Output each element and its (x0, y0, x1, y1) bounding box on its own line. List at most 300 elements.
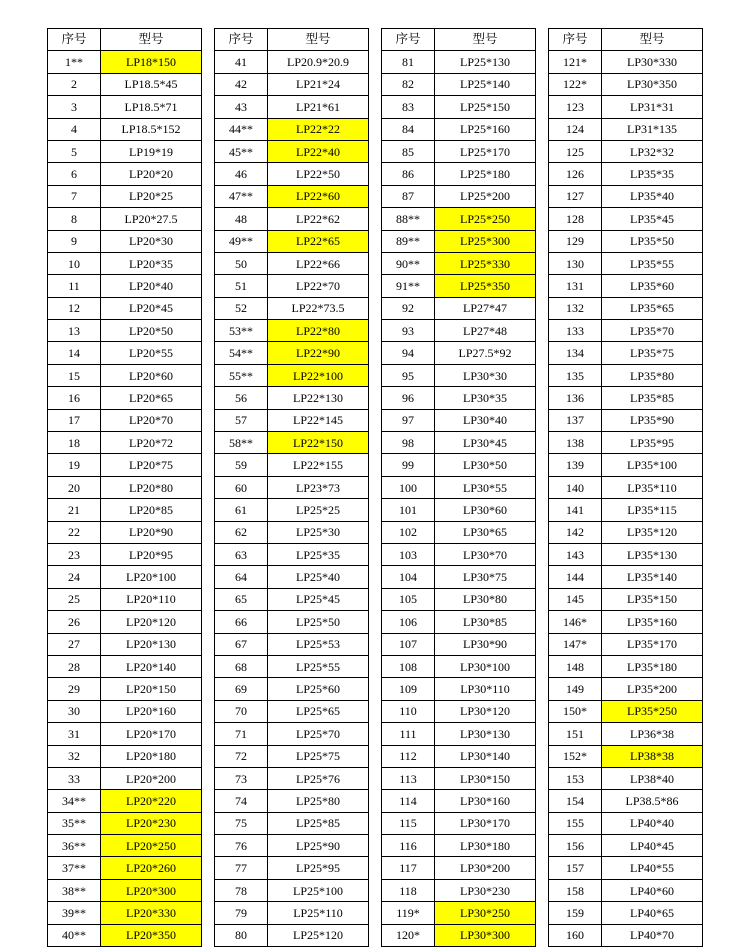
cell-index: 115 (382, 812, 435, 834)
table-header-row (215, 29, 369, 51)
table-row (549, 611, 703, 633)
cell-model: LP22*22 (268, 118, 369, 140)
cell-model: LP23*73 (268, 476, 369, 498)
table-row (215, 163, 369, 185)
cell-index: 18 (48, 432, 101, 454)
table-row (382, 835, 536, 857)
cell-index: 137 (549, 409, 602, 431)
cell-index: 119* (382, 902, 435, 924)
table-row (549, 140, 703, 162)
table-row (549, 723, 703, 745)
cell-model: LP25*30 (268, 521, 369, 543)
cell-index: 11 (48, 275, 101, 297)
cell-model: LP27*47 (435, 297, 536, 319)
cell-index: 147* (549, 633, 602, 655)
table-row (215, 454, 369, 476)
cell-model: LP20*72 (101, 432, 202, 454)
cell-model: LP30*40 (435, 409, 536, 431)
cell-index: 140 (549, 476, 602, 498)
table-row (48, 140, 202, 162)
table-row (549, 835, 703, 857)
cell-index: 129 (549, 230, 602, 252)
table-row (215, 96, 369, 118)
cell-model: LP20*80 (101, 476, 202, 498)
cell-index: 80 (215, 924, 268, 946)
cell-model: LP25*140 (435, 73, 536, 95)
cell-model: LP40*65 (602, 902, 703, 924)
table-row (549, 387, 703, 409)
table-row (382, 163, 536, 185)
table-row (382, 611, 536, 633)
cell-model: LP35*35 (602, 163, 703, 185)
table-row (48, 163, 202, 185)
cell-model: LP35*140 (602, 566, 703, 588)
table-row (48, 409, 202, 431)
cell-index: 67 (215, 633, 268, 655)
cell-index: 31 (48, 723, 101, 745)
cell-index: 77 (215, 857, 268, 879)
cell-index: 121* (549, 51, 602, 73)
cell-model: LP38*38 (602, 745, 703, 767)
cell-model: LP27.5*92 (435, 342, 536, 364)
table-row (382, 96, 536, 118)
column-header-index: 序号 (48, 29, 101, 51)
cell-model: LP30*120 (435, 700, 536, 722)
cell-model: LP22*60 (268, 185, 369, 207)
cell-model: LP20*130 (101, 633, 202, 655)
table-row (549, 655, 703, 677)
table-row (382, 118, 536, 140)
cell-model: LP30*50 (435, 454, 536, 476)
cell-model: LP40*60 (602, 879, 703, 901)
table-row (382, 252, 536, 274)
cell-model: LP35*120 (602, 521, 703, 543)
cell-model: LP35*160 (602, 611, 703, 633)
cell-model: LP35*90 (602, 409, 703, 431)
table-row (382, 767, 536, 789)
cell-index: 111 (382, 723, 435, 745)
cell-index: 25 (48, 588, 101, 610)
cell-index: 13 (48, 320, 101, 342)
table-row (48, 566, 202, 588)
cell-index: 47** (215, 185, 268, 207)
cell-index: 44** (215, 118, 268, 140)
cell-model: LP30*55 (435, 476, 536, 498)
table-row (48, 857, 202, 879)
cell-index: 65 (215, 588, 268, 610)
cell-index: 2 (48, 73, 101, 95)
table-row (549, 745, 703, 767)
cell-index: 98 (382, 432, 435, 454)
cell-index: 103 (382, 543, 435, 565)
table-row (382, 185, 536, 207)
cell-model: LP35*70 (602, 320, 703, 342)
cell-model: LP35*40 (602, 185, 703, 207)
table-row (48, 364, 202, 386)
cell-index: 105 (382, 588, 435, 610)
cell-index: 85 (382, 140, 435, 162)
cell-model: LP22*50 (268, 163, 369, 185)
table-row (382, 230, 536, 252)
table-row (549, 230, 703, 252)
table-row (382, 745, 536, 767)
table-row (549, 275, 703, 297)
table-row (215, 476, 369, 498)
cell-model: LP20*60 (101, 364, 202, 386)
cell-index: 148 (549, 655, 602, 677)
cell-model: LP20*20 (101, 163, 202, 185)
column-header-model: 型号 (602, 29, 703, 51)
cell-index: 39** (48, 902, 101, 924)
cell-model: LP30*65 (435, 521, 536, 543)
cell-model: LP35*110 (602, 476, 703, 498)
cell-model: LP20*85 (101, 499, 202, 521)
cell-model: LP25*110 (268, 902, 369, 924)
table-row (549, 432, 703, 454)
table-row (549, 342, 703, 364)
cell-index: 30 (48, 700, 101, 722)
cell-index: 90** (382, 252, 435, 274)
cell-model: LP19*19 (101, 140, 202, 162)
cell-model: LP30*330 (602, 51, 703, 73)
cell-model: LP20*65 (101, 387, 202, 409)
cell-index: 92 (382, 297, 435, 319)
cell-index: 34** (48, 790, 101, 812)
cell-model: LP25*75 (268, 745, 369, 767)
table-row (215, 835, 369, 857)
cell-index: 17 (48, 409, 101, 431)
table-row (549, 297, 703, 319)
table-header-row (382, 29, 536, 51)
cell-index: 3 (48, 96, 101, 118)
cell-model: LP20*50 (101, 320, 202, 342)
cell-index: 73 (215, 767, 268, 789)
cell-index: 154 (549, 790, 602, 812)
table-row (215, 723, 369, 745)
cell-index: 87 (382, 185, 435, 207)
cell-model: LP21*61 (268, 96, 369, 118)
cell-model: LP25*45 (268, 588, 369, 610)
table-row (215, 678, 369, 700)
cell-model: LP35*130 (602, 543, 703, 565)
cell-index: 32 (48, 745, 101, 767)
cell-model: LP25*160 (435, 118, 536, 140)
cell-model: LP32*32 (602, 140, 703, 162)
table-row (549, 566, 703, 588)
cell-model: LP18.5*71 (101, 96, 202, 118)
cell-index: 40** (48, 924, 101, 946)
cell-index: 151 (549, 723, 602, 745)
cell-index: 58** (215, 432, 268, 454)
cell-model: LP35*45 (602, 208, 703, 230)
cell-model: LP40*45 (602, 835, 703, 857)
table-row (382, 924, 536, 946)
cell-model: LP30*30 (435, 364, 536, 386)
cell-index: 84 (382, 118, 435, 140)
cell-index: 132 (549, 297, 602, 319)
table-row (382, 387, 536, 409)
table-row (215, 879, 369, 901)
cell-model: LP31*135 (602, 118, 703, 140)
cell-index: 23 (48, 543, 101, 565)
cell-model: LP30*130 (435, 723, 536, 745)
cell-index: 146* (549, 611, 602, 633)
table-row (382, 655, 536, 677)
table-row (215, 566, 369, 588)
table-row (215, 924, 369, 946)
cell-model: LP20*27.5 (101, 208, 202, 230)
cell-model: LP20*30 (101, 230, 202, 252)
cell-index: 55** (215, 364, 268, 386)
table-row (48, 252, 202, 274)
table-row (382, 320, 536, 342)
table-row (382, 588, 536, 610)
cell-index: 152* (549, 745, 602, 767)
table-row (549, 924, 703, 946)
table-row (48, 633, 202, 655)
table-row (549, 543, 703, 565)
table-row (215, 118, 369, 140)
cell-index: 8 (48, 208, 101, 230)
column-header-index: 序号 (382, 29, 435, 51)
table-row (382, 812, 536, 834)
cell-model: LP22*90 (268, 342, 369, 364)
cell-index: 89** (382, 230, 435, 252)
cell-model: LP25*180 (435, 163, 536, 185)
cell-index: 110 (382, 700, 435, 722)
cell-index: 9 (48, 230, 101, 252)
cell-index: 153 (549, 767, 602, 789)
table-row (382, 543, 536, 565)
table-row (382, 73, 536, 95)
table-row (549, 409, 703, 431)
table-row (382, 275, 536, 297)
cell-index: 15 (48, 364, 101, 386)
cell-index: 79 (215, 902, 268, 924)
cell-index: 102 (382, 521, 435, 543)
table-row (549, 163, 703, 185)
cell-index: 136 (549, 387, 602, 409)
table-row (48, 521, 202, 543)
table-row (48, 745, 202, 767)
cell-index: 49** (215, 230, 268, 252)
table-row (215, 745, 369, 767)
cell-model: LP40*40 (602, 812, 703, 834)
cell-model: LP20*220 (101, 790, 202, 812)
cell-model: LP22*40 (268, 140, 369, 162)
table-row (48, 432, 202, 454)
cell-index: 6 (48, 163, 101, 185)
table-row (215, 902, 369, 924)
table-row (382, 700, 536, 722)
table-row (215, 185, 369, 207)
cell-index: 76 (215, 835, 268, 857)
cell-model: LP30*80 (435, 588, 536, 610)
cell-model: LP30*350 (602, 73, 703, 95)
cell-index: 43 (215, 96, 268, 118)
table-row (549, 902, 703, 924)
cell-index: 10 (48, 252, 101, 274)
table-row (215, 499, 369, 521)
table-row (549, 790, 703, 812)
cell-model: LP25*100 (268, 879, 369, 901)
cell-model: LP20*95 (101, 543, 202, 565)
cell-index: 21 (48, 499, 101, 521)
cell-model: LP25*53 (268, 633, 369, 655)
table-row (48, 208, 202, 230)
cell-index: 57 (215, 409, 268, 431)
cell-index: 127 (549, 185, 602, 207)
cell-model: LP20*90 (101, 521, 202, 543)
cell-index: 95 (382, 364, 435, 386)
cell-model: LP18.5*152 (101, 118, 202, 140)
table-row (48, 655, 202, 677)
cell-index: 99 (382, 454, 435, 476)
cell-index: 54** (215, 342, 268, 364)
cell-model: LP22*66 (268, 252, 369, 274)
cell-model: LP20*110 (101, 588, 202, 610)
table-row (549, 857, 703, 879)
table-row (382, 633, 536, 655)
cell-index: 48 (215, 208, 268, 230)
cell-index: 109 (382, 678, 435, 700)
cell-index: 82 (382, 73, 435, 95)
table-row (48, 297, 202, 319)
cell-index: 157 (549, 857, 602, 879)
cell-index: 78 (215, 879, 268, 901)
cell-model: LP35*150 (602, 588, 703, 610)
cell-index: 26 (48, 611, 101, 633)
cell-index: 86 (382, 163, 435, 185)
table-row (48, 790, 202, 812)
cell-model: LP20*160 (101, 700, 202, 722)
table-row (48, 499, 202, 521)
cell-model: LP30*230 (435, 879, 536, 901)
cell-index: 37** (48, 857, 101, 879)
table-row (48, 476, 202, 498)
cell-index: 91** (382, 275, 435, 297)
table-row (549, 208, 703, 230)
table-row (215, 140, 369, 162)
model-table-block (381, 28, 536, 947)
table-row (215, 364, 369, 386)
cell-index: 74 (215, 790, 268, 812)
cell-model: LP30*250 (435, 902, 536, 924)
table-row (382, 342, 536, 364)
cell-model: LP20.9*20.9 (268, 51, 369, 73)
cell-index: 159 (549, 902, 602, 924)
cell-model: LP30*200 (435, 857, 536, 879)
table-row (215, 409, 369, 431)
cell-model: LP30*160 (435, 790, 536, 812)
cell-index: 28 (48, 655, 101, 677)
table-row (382, 879, 536, 901)
column-header-model: 型号 (435, 29, 536, 51)
cell-index: 64 (215, 566, 268, 588)
cell-index: 155 (549, 812, 602, 834)
table-row (215, 857, 369, 879)
cell-model: LP35*55 (602, 252, 703, 274)
cell-index: 4 (48, 118, 101, 140)
cell-model: LP40*55 (602, 857, 703, 879)
cell-index: 106 (382, 611, 435, 633)
table-row (215, 655, 369, 677)
cell-model: LP35*180 (602, 655, 703, 677)
table-header-row (48, 29, 202, 51)
cell-index: 12 (48, 297, 101, 319)
cell-model: LP30*45 (435, 432, 536, 454)
cell-index: 60 (215, 476, 268, 498)
cell-model: LP35*50 (602, 230, 703, 252)
table-row (382, 297, 536, 319)
cell-model: LP30*70 (435, 543, 536, 565)
cell-index: 101 (382, 499, 435, 521)
cell-model: LP22*70 (268, 275, 369, 297)
table-row (382, 902, 536, 924)
cell-model: LP22*65 (268, 230, 369, 252)
cell-model: LP20*350 (101, 924, 202, 946)
cell-model: LP20*330 (101, 902, 202, 924)
column-header-index: 序号 (215, 29, 268, 51)
cell-index: 124 (549, 118, 602, 140)
cell-index: 66 (215, 611, 268, 633)
cell-index: 45** (215, 140, 268, 162)
table-row (48, 924, 202, 946)
cell-index: 116 (382, 835, 435, 857)
cell-model: LP35*75 (602, 342, 703, 364)
cell-index: 35** (48, 812, 101, 834)
table-row (48, 185, 202, 207)
table-row (549, 767, 703, 789)
cell-model: LP25*200 (435, 185, 536, 207)
cell-model: LP20*35 (101, 252, 202, 274)
table-row (215, 767, 369, 789)
table-row (215, 297, 369, 319)
cell-index: 38** (48, 879, 101, 901)
table-row (215, 633, 369, 655)
table-row (215, 230, 369, 252)
cell-model: LP20*180 (101, 745, 202, 767)
table-row (382, 678, 536, 700)
cell-model: LP25*250 (435, 208, 536, 230)
table-row (48, 230, 202, 252)
cell-model: LP25*170 (435, 140, 536, 162)
cell-index: 52 (215, 297, 268, 319)
cell-index: 62 (215, 521, 268, 543)
table-row (549, 633, 703, 655)
table-row (215, 521, 369, 543)
table-row (48, 879, 202, 901)
table-row (382, 208, 536, 230)
cell-index: 72 (215, 745, 268, 767)
cell-index: 130 (549, 252, 602, 274)
table-row (48, 118, 202, 140)
cell-index: 144 (549, 566, 602, 588)
cell-index: 135 (549, 364, 602, 386)
cell-index: 139 (549, 454, 602, 476)
cell-index: 118 (382, 879, 435, 901)
table-row (48, 611, 202, 633)
cell-index: 117 (382, 857, 435, 879)
cell-model: LP22*100 (268, 364, 369, 386)
cell-index: 70 (215, 700, 268, 722)
cell-model: LP35*85 (602, 387, 703, 409)
table-row (382, 454, 536, 476)
table-row (549, 499, 703, 521)
cell-index: 68 (215, 655, 268, 677)
cell-index: 114 (382, 790, 435, 812)
cell-model: LP30*110 (435, 678, 536, 700)
